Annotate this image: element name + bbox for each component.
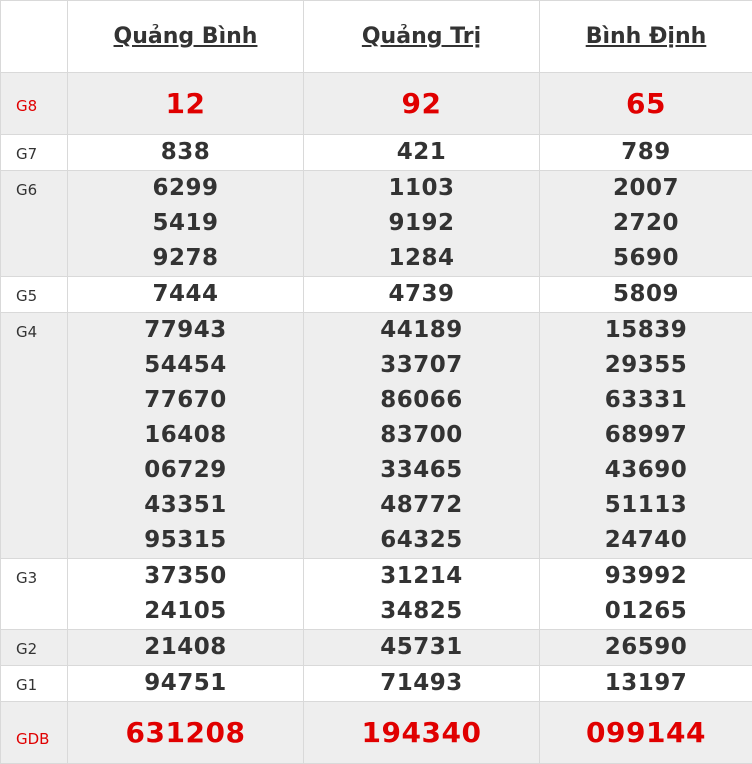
prize-number: 51113 <box>540 488 752 523</box>
prize-number: 13197 <box>540 666 752 701</box>
prize-cell <box>68 171 304 277</box>
header-row <box>1 1 752 73</box>
prize-cell <box>68 630 304 666</box>
prize-number: 33707 <box>304 348 539 383</box>
prize-number: 15839 <box>540 313 752 348</box>
prize-number: 1284 <box>304 241 539 276</box>
prize-cell <box>304 702 540 764</box>
prize-cell <box>540 313 752 559</box>
prize-row-g7 <box>1 135 752 171</box>
prize-label: G8 <box>1 73 68 135</box>
prize-cell <box>68 666 304 702</box>
prize-row-g3 <box>1 559 752 630</box>
prize-number: 44189 <box>304 313 539 348</box>
prize-cell <box>304 630 540 666</box>
prize-number: 43690 <box>540 453 752 488</box>
prize-number: 2007 <box>540 171 752 206</box>
prize-number: 24740 <box>540 523 752 558</box>
prize-number: 43351 <box>68 488 303 523</box>
prize-number: 95315 <box>68 523 303 558</box>
prize-row-g2 <box>1 630 752 666</box>
prize-number: 86066 <box>304 383 539 418</box>
prize-cell <box>304 559 540 630</box>
prize-row-g6 <box>1 171 752 277</box>
prize-label: G4 <box>1 313 68 559</box>
prize-number: 26590 <box>540 630 752 665</box>
province-link-quang-binh[interactable]: Quảng Bình <box>114 24 258 49</box>
prize-number: 93992 <box>540 559 752 594</box>
prize-number: 838 <box>68 135 303 170</box>
prize-number: 68997 <box>540 418 752 453</box>
prize-number: 5419 <box>68 206 303 241</box>
prize-number: 2720 <box>540 206 752 241</box>
prize-number: 421 <box>304 135 539 170</box>
prize-number: 12 <box>68 73 303 134</box>
prize-label: G6 <box>1 171 68 277</box>
prize-cell <box>68 73 304 135</box>
prize-cell <box>304 666 540 702</box>
prize-number: 4739 <box>304 277 539 312</box>
prize-number: 77670 <box>68 383 303 418</box>
prize-number: 45731 <box>304 630 539 665</box>
province-link-quang-tri[interactable]: Quảng Trị <box>362 24 481 49</box>
prize-number: 33465 <box>304 453 539 488</box>
prize-number: 194340 <box>304 702 539 763</box>
prize-cell <box>68 702 304 764</box>
prize-label: G3 <box>1 559 68 630</box>
prize-number: 77943 <box>68 313 303 348</box>
prize-label: G7 <box>1 135 68 171</box>
prize-number: 71493 <box>304 666 539 701</box>
prize-cell <box>540 702 752 764</box>
prize-number: 64325 <box>304 523 539 558</box>
prize-row-g8 <box>1 73 752 135</box>
prize-number: 48772 <box>304 488 539 523</box>
prize-number: 92 <box>304 73 539 134</box>
prize-number: 83700 <box>304 418 539 453</box>
prize-label: G2 <box>1 630 68 666</box>
prize-cell <box>540 135 752 171</box>
prize-cell <box>540 559 752 630</box>
province-header-2 <box>304 1 540 73</box>
prize-cell <box>304 313 540 559</box>
prize-cell <box>68 313 304 559</box>
prize-number: 5809 <box>540 277 752 312</box>
prize-cell <box>68 277 304 313</box>
province-link-binh-dinh[interactable]: Bình Định <box>586 24 707 49</box>
prize-number: 1103 <box>304 171 539 206</box>
prize-cell <box>304 277 540 313</box>
prize-number: 5690 <box>540 241 752 276</box>
prize-row-g5 <box>1 277 752 313</box>
prize-cell <box>540 73 752 135</box>
prize-number: 06729 <box>68 453 303 488</box>
prize-cell <box>68 559 304 630</box>
prize-number: 6299 <box>68 171 303 206</box>
prize-cell <box>540 630 752 666</box>
prize-number: 24105 <box>68 594 303 629</box>
prize-number: 16408 <box>68 418 303 453</box>
prize-number: 65 <box>540 73 752 134</box>
prize-number: 099144 <box>540 702 752 763</box>
prize-number: 9192 <box>304 206 539 241</box>
prize-cell <box>540 171 752 277</box>
province-header-1 <box>68 1 304 73</box>
prize-cell <box>304 135 540 171</box>
prize-cell <box>540 666 752 702</box>
prize-number: 54454 <box>68 348 303 383</box>
prize-number: 789 <box>540 135 752 170</box>
prize-label: G5 <box>1 277 68 313</box>
prize-cell <box>304 171 540 277</box>
prize-number: 94751 <box>68 666 303 701</box>
prize-number: 31214 <box>304 559 539 594</box>
prize-number: 63331 <box>540 383 752 418</box>
prize-number: 29355 <box>540 348 752 383</box>
prize-label: GDB <box>1 702 68 764</box>
prize-number: 37350 <box>68 559 303 594</box>
prize-row-g4 <box>1 313 752 559</box>
prize-cell <box>540 277 752 313</box>
prize-row-gdb <box>1 702 752 764</box>
prize-number: 21408 <box>68 630 303 665</box>
prize-number: 7444 <box>68 277 303 312</box>
prize-cell <box>68 135 304 171</box>
province-header-3 <box>540 1 752 73</box>
prize-number: 631208 <box>68 702 303 763</box>
prize-number: 01265 <box>540 594 752 629</box>
prize-number: 34825 <box>304 594 539 629</box>
prize-number: 9278 <box>68 241 303 276</box>
header-corner <box>1 1 68 73</box>
prize-cell <box>304 73 540 135</box>
prize-row-g1 <box>1 666 752 702</box>
prize-label: G1 <box>1 666 68 702</box>
